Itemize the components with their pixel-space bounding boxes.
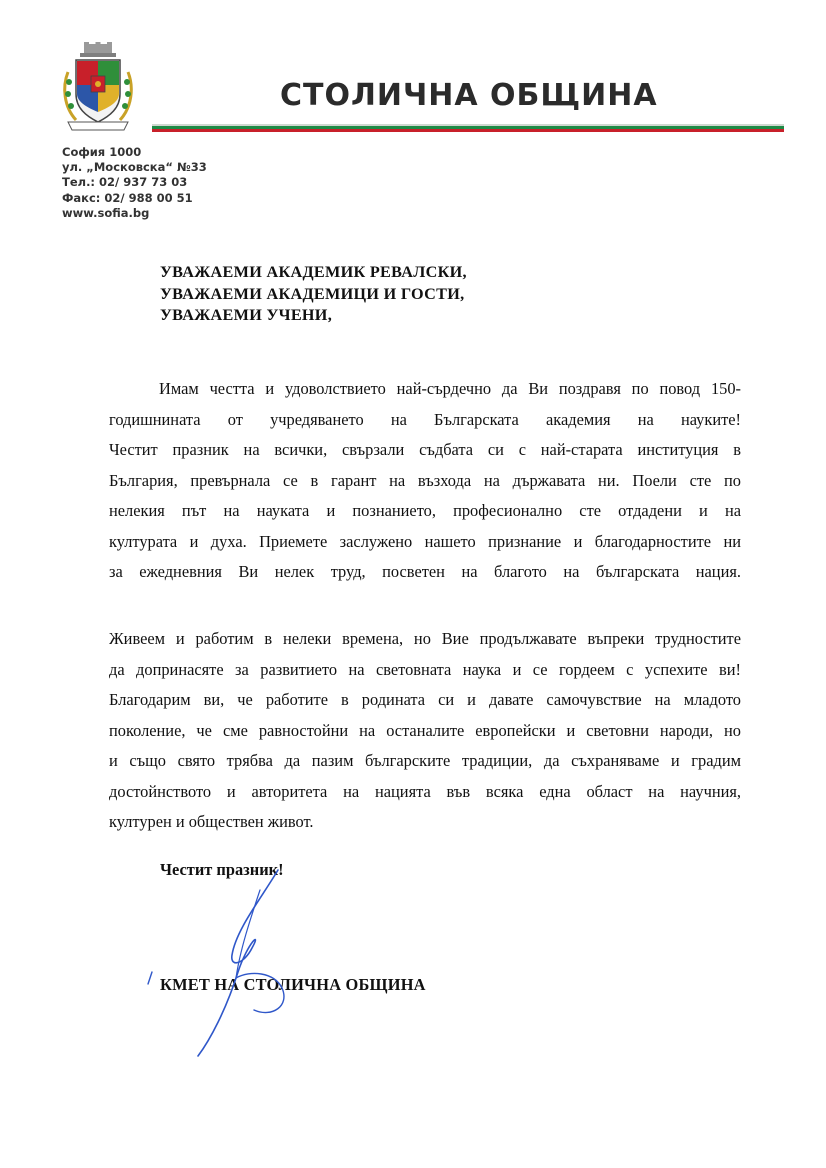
handwritten-signature: [140, 860, 320, 1060]
text-line: България, превърнала се в гарант на възхода на държавата ни. Поели сте по: [109, 470, 741, 490]
text-line: да допринасяте за развитието на световната наука и се гордеем с успехите ви!: [109, 659, 741, 679]
salutation-line: УВАЖАЕМИ УЧЕНИ,: [160, 306, 333, 324]
contact-fax: Факс: 02/ 988 00 51: [62, 190, 193, 205]
contact-street: ул. „Московска“ №33: [62, 160, 207, 175]
text-line: Живеем и работим в нелеки времена, но Вие продължавате въпреки трудностите: [109, 629, 741, 648]
text-line: нелекия път на науката и познанието, професионално сте отдадени и на: [109, 501, 741, 520]
text-line: културата и духа. Приемете заслужено нашето признание и благодарностите ни: [109, 531, 741, 551]
body-paragraph-1: [109, 374, 741, 588]
salutation-line: УВАЖАЕМИ АКАДЕМИЦИ И ГОСТИ,: [160, 284, 465, 303]
contact-website: www.sofia.bg: [62, 205, 150, 220]
text-line: годишнината от учредяването на Българската академия на науките!: [109, 409, 741, 429]
organization-name: СТОЛИЧНА ОБЩИНА: [280, 78, 658, 113]
contact-city: София 1000: [62, 145, 142, 159]
text-line: Честит празник на всички, свързали съдбата си с най-старата институция в: [109, 440, 741, 459]
text-line: Имам честта и удоволствието най-сърдечно да Ви поздравя по повод 150-: [159, 379, 741, 398]
text-line: културен и обществен живот.: [109, 812, 314, 831]
closing-greeting: Честит празник!: [160, 860, 284, 879]
text-line: за ежедневния Ви нелек труд, посветен на благото на българската нация.: [109, 562, 741, 581]
tricolor-divider: [152, 124, 784, 133]
text-line: Благодарим ви, че работите в родината си и давате самочувствие на младото: [109, 690, 741, 709]
text-line: поколение, че сме равностойни на останалите европейски и световни народи, но: [109, 720, 741, 740]
signature-title: КМЕТ НА СТОЛИЧНА ОБЩИНА: [160, 975, 426, 994]
text-line: и също свято трябва да пазим българските традиции, да съхраняваме и градим: [109, 751, 741, 770]
body-paragraph-2: [109, 624, 741, 838]
salutation: [160, 262, 467, 327]
sofia-coat-of-arms-logo: [60, 42, 136, 134]
text-line: достойнството и авторитета на нацията във всяка една област на научния,: [109, 781, 741, 801]
contact-phone: Тел.: 02/ 937 73 03: [62, 175, 188, 190]
salutation-line: УВАЖАЕМИ АКАДЕМИК РЕВАЛСКИ,: [160, 263, 467, 281]
contact-block: [62, 145, 207, 221]
